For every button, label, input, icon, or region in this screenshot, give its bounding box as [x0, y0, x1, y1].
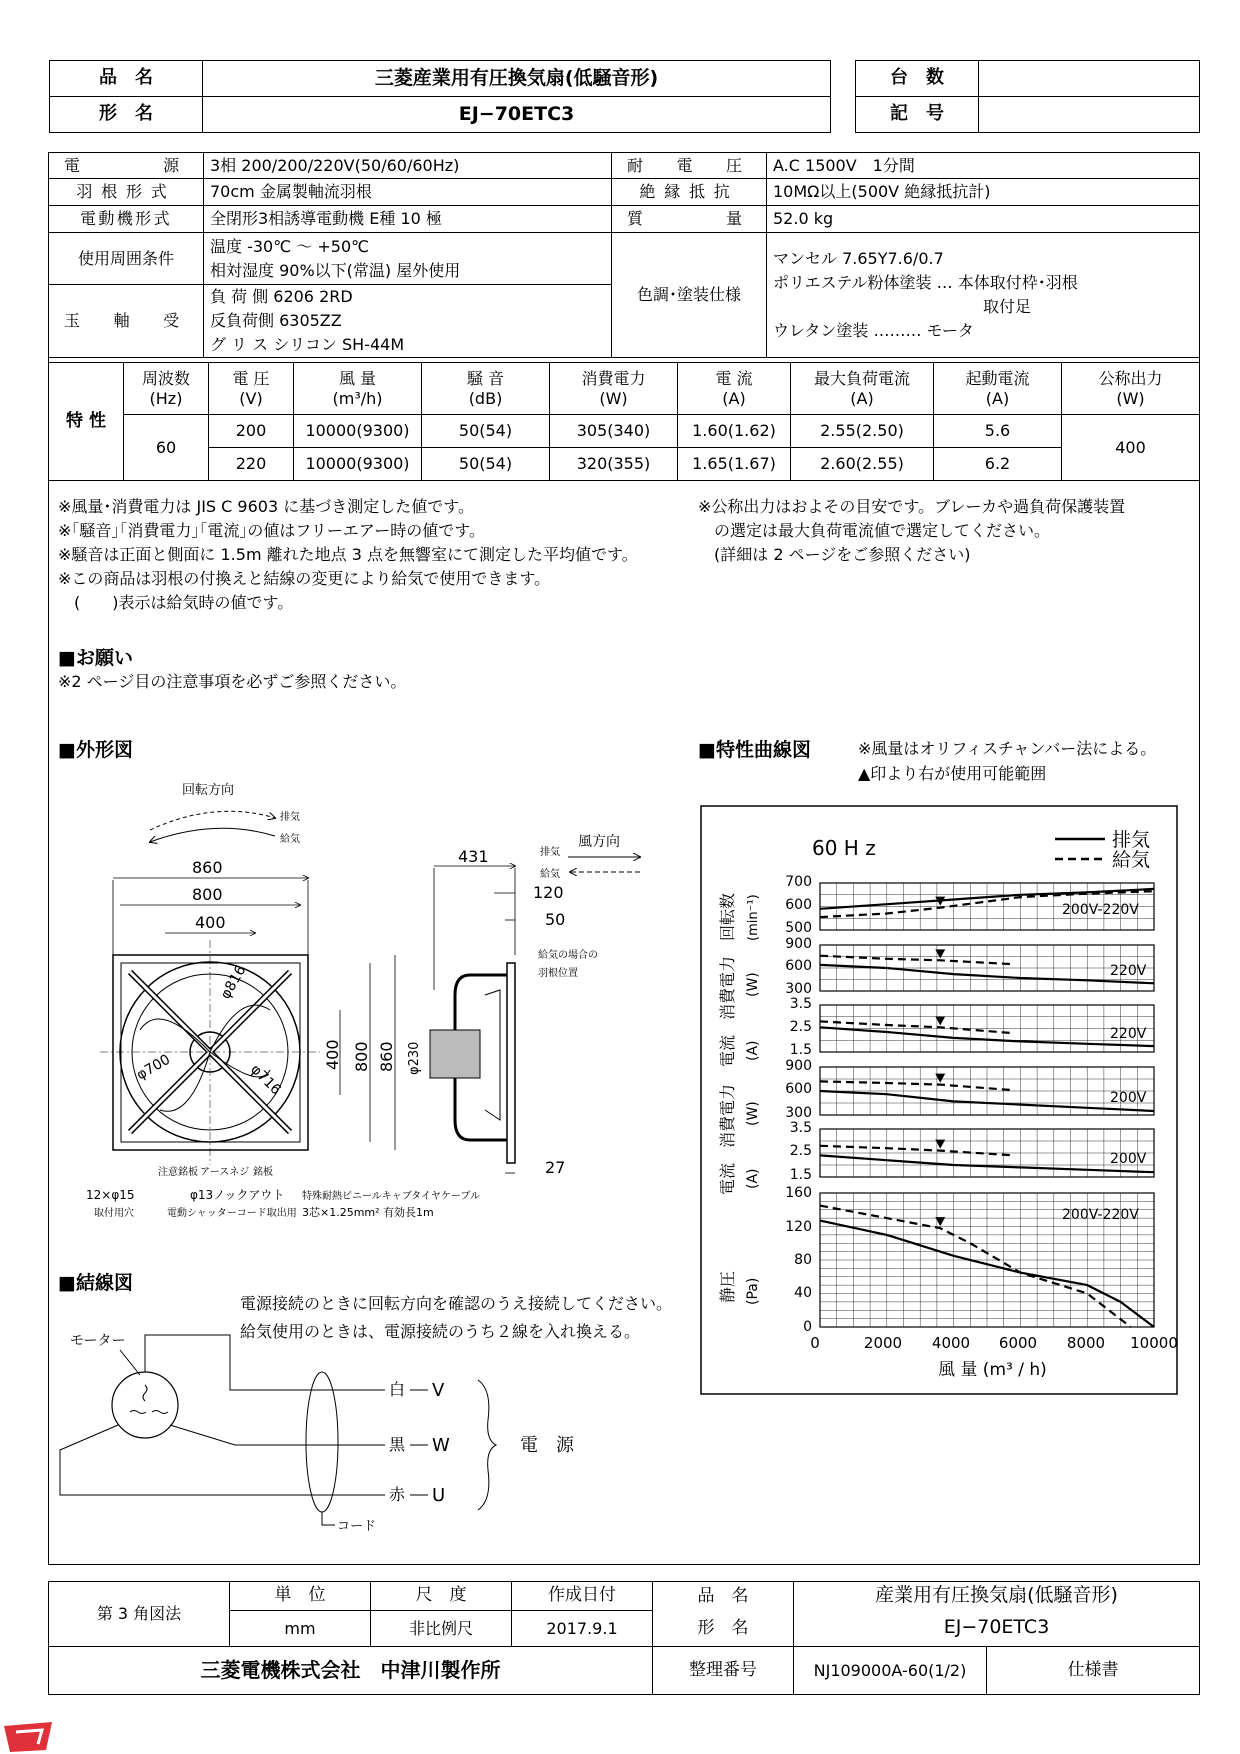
- cell-start-current-1: 5.6: [934, 415, 1062, 448]
- tick-power220-300: 300: [785, 981, 812, 997]
- tick-speed-600: 600: [785, 897, 812, 913]
- tick-current220-35: 3.5: [789, 996, 812, 1012]
- header-max-current-unit: (A): [850, 388, 874, 408]
- dim-27: 27: [545, 1158, 566, 1177]
- power-value: 3相 200/200/220V(50/60/60Hz): [204, 153, 612, 179]
- characteristic-chart: [700, 805, 1180, 1395]
- side-dimensions: [434, 866, 515, 1173]
- footer-company: 三菱電機株式会社 中津川製作所: [49, 1647, 653, 1695]
- holes-sub: 取付用穴: [94, 1208, 134, 1219]
- withstand-label: 耐 電 圧: [612, 153, 767, 179]
- dim-860: 860: [192, 858, 223, 877]
- side-exhaust-label: 排気: [540, 847, 560, 858]
- outline-drawing: [0, 760, 700, 1240]
- insulation-label: 絶縁抵抗: [612, 179, 767, 206]
- dia-816: φ816: [217, 962, 250, 1002]
- footer-scale-value: 非比例尺: [371, 1611, 512, 1647]
- note-left-4: ※この商品は羽根の付換えと結線の変更により給気で使用できます。: [58, 569, 551, 588]
- env-temperature: 温度 -30℃ ～ +50℃: [210, 236, 370, 256]
- tick-pressure-120: 120: [785, 1219, 812, 1235]
- dim-431: 431: [458, 847, 489, 866]
- outline-supply-label: 給気: [280, 834, 300, 845]
- cell-noise-2: 50(54): [422, 448, 550, 481]
- footer-name-label: 品 名: [653, 1582, 794, 1611]
- yunit-power-220: (W): [745, 972, 761, 997]
- spec-table: [48, 152, 1200, 358]
- note-right-3: (詳細は 2 ページをご参照ください): [698, 545, 971, 564]
- header-table: [49, 60, 831, 133]
- header-power: 消費電力: [581, 368, 646, 388]
- cell-start-current-2: 6.2: [934, 448, 1062, 481]
- xtick-4000: 4000: [931, 1334, 971, 1352]
- motor-label: モーター: [70, 1333, 126, 1349]
- header-voltage: 電 圧: [232, 368, 270, 388]
- white-label: 白: [389, 1380, 406, 1399]
- wire-red: [60, 1425, 385, 1495]
- label-plate: 銘板: [253, 1167, 273, 1178]
- footer-unit-label: 単 位: [230, 1582, 371, 1611]
- footer-model-label: 形 名: [653, 1611, 794, 1647]
- header-frequency: 周波数: [141, 368, 190, 388]
- request-text: ※2 ページ目の注意事項を必ずご参照ください。: [58, 672, 407, 691]
- cable-sub: 3芯×1.25mm² 有効長1m: [302, 1206, 434, 1219]
- tick-pressure-0: 0: [803, 1319, 812, 1335]
- tick-current200-25: 2.5: [789, 1143, 812, 1159]
- color-powder: ポリエステル粉体塗装 … 本体取付枠･羽根: [773, 273, 1078, 292]
- dim-120: 120: [533, 883, 564, 902]
- color-munsell: マンセル 7.65Y7.6/0.7: [773, 249, 944, 268]
- cell-max-current-2: 2.60(2.55): [791, 448, 934, 481]
- chart-panels: [820, 883, 1154, 1327]
- cell-noise-1: 50(54): [422, 415, 550, 448]
- footer-name-value: 産業用有圧換気扇(低騒音形): [794, 1582, 1200, 1611]
- footer-scale-label: 尺 度: [371, 1582, 512, 1611]
- blade-value: 70cm 金属製軸流羽根: [204, 179, 612, 206]
- dim-50: 50: [545, 910, 566, 929]
- insulation-value: 10MΩ以上(500V 絶縁抵抗計): [767, 179, 1200, 206]
- note-left-3: ※騒音は正面と側面に 1.5m 離れた地点 3 点を無響室にて測定した平均値です。: [58, 545, 638, 564]
- holes-label: 12×φ15: [86, 1188, 135, 1202]
- bearing-grease: グ リ ス シリコン SH-44M: [210, 335, 405, 354]
- wind-direction-label: 風方向: [578, 834, 620, 850]
- rotation-label: 回転方向: [182, 783, 235, 798]
- units-label: 台 数: [856, 61, 979, 97]
- xtick-0: 0: [810, 1334, 820, 1352]
- dim-v800: 800: [352, 1041, 371, 1072]
- outline-exhaust-label: 排気: [280, 812, 300, 823]
- note-right-2: の選定は最大負荷電流値で選定してください。: [698, 521, 1051, 540]
- color-foot: 取付足: [983, 297, 1032, 316]
- header-noise: 騒 音: [466, 368, 505, 388]
- tag-power-200: 200V: [1110, 1090, 1147, 1106]
- series-supply-panel-2: [820, 1021, 1014, 1033]
- power-label: 電 源: [49, 153, 204, 179]
- yunit-current-200: (A): [745, 1168, 761, 1189]
- footer-ref-label: 整理番号: [653, 1647, 794, 1695]
- chart-xlabel: 風 量 (m³ / h): [938, 1360, 1047, 1380]
- cell-current-2: 1.65(1.67): [678, 448, 791, 481]
- mark-label: 記 号: [856, 97, 979, 133]
- legend-exhaust: 排気: [1112, 829, 1151, 851]
- dia-716: φ716: [247, 1061, 284, 1099]
- footer-model-value: EJ−70ETC3: [794, 1611, 1200, 1647]
- terminal-w: W: [432, 1435, 450, 1456]
- tick-power200-600: 600: [785, 1081, 812, 1097]
- mass-label: 質 量: [612, 206, 767, 233]
- wiring-note-1: 電源接続のときに回転方向を確認のうえ接続してください。: [240, 1294, 673, 1313]
- tick-current220-25: 2.5: [789, 1019, 812, 1035]
- tick-speed-500: 500: [785, 920, 812, 936]
- xtick-6000: 6000: [998, 1334, 1038, 1352]
- red-label: 赤: [389, 1485, 406, 1504]
- footer-table: [48, 1581, 1200, 1695]
- power-label: 電 源: [520, 1435, 574, 1456]
- units-value: [979, 61, 1200, 97]
- footer-date-label: 作成日付: [512, 1582, 653, 1611]
- notes-right: [698, 495, 1198, 567]
- cell-voltage-2: 220: [209, 448, 294, 481]
- motor-label: 電動機形式: [49, 206, 204, 233]
- header-start-current: 起動電流: [965, 368, 1030, 388]
- tag-pressure: 200V-220V: [1062, 1207, 1139, 1223]
- motor-coils: [130, 1385, 168, 1414]
- footer-projection: 第 3 角図法: [49, 1582, 230, 1647]
- yunit-pressure: (Pa): [745, 1277, 761, 1305]
- dia-700: φ700: [134, 1051, 174, 1084]
- color-label: 色調･塗装仕様: [612, 233, 767, 358]
- side-supply-label: 給気: [540, 869, 560, 880]
- header-frequency-unit: (Hz): [149, 388, 183, 408]
- knockout-label: φ13ノックアウト: [190, 1188, 285, 1202]
- outline-title: ■外形図: [58, 739, 133, 761]
- color-urethane: ウレタン塗装 ……… モータ: [773, 321, 974, 340]
- cord-label: コード: [337, 1519, 377, 1534]
- black-label: 黒: [389, 1435, 406, 1454]
- ylabel-speed: 回転数: [718, 892, 737, 941]
- side-frame: [507, 963, 515, 1163]
- corner-logo: [0, 1718, 60, 1754]
- series-supply-panel-1: [820, 956, 1014, 965]
- cell-airflow-1: 10000(9300): [294, 415, 422, 448]
- wiring-title: ■結線図: [58, 1272, 133, 1294]
- series-supply-panel-4: [820, 1146, 1014, 1156]
- ylabel-power-220: 消費電力: [718, 955, 737, 1020]
- wiring-note-2: 給気使用のときは、電源接続のうち２線を入れ換える。: [240, 1322, 641, 1341]
- motor-symbol: [112, 1372, 178, 1438]
- dim-v860: 860: [377, 1041, 396, 1072]
- header-current: 電 流: [715, 368, 753, 388]
- tick-power220-600: 600: [785, 958, 812, 974]
- xtick-10000: 10000: [1130, 1334, 1178, 1352]
- tag-power-220: 220V: [1110, 963, 1147, 979]
- tag-speed: 200V-220V: [1062, 902, 1139, 918]
- header-rated-output-unit: (W): [1116, 388, 1145, 408]
- dim-400: 400: [195, 913, 226, 932]
- header-side-table: [855, 60, 1200, 133]
- chart-note-2: ▲印より右が使用可能範囲: [858, 764, 1047, 783]
- ylabel-current-220: 電流: [718, 1034, 737, 1067]
- note-left-5: ( )表示は給気時の値です。: [58, 593, 294, 612]
- tick-pressure-80: 80: [794, 1252, 812, 1268]
- yunit-current-220: (A): [745, 1040, 761, 1061]
- chart-title: ■特性曲線図: [698, 739, 811, 761]
- note-right-1: ※公称出力はおよその目安です。ブレーカや過負荷保護装置: [698, 497, 1126, 516]
- chart-frequency: 60 H z: [812, 836, 876, 860]
- tick-power220-900: 900: [785, 936, 812, 952]
- characteristics-table: [48, 362, 1200, 481]
- wiring-diagram: [0, 1320, 600, 1534]
- cell-airflow-2: 10000(9300): [294, 448, 422, 481]
- dim-800: 800: [192, 885, 223, 904]
- header-current-unit: (A): [722, 388, 746, 408]
- bearing-load: 負 荷 側 6206 2RD: [210, 287, 353, 306]
- footer-ref-value: NJ109000A-60(1/2): [794, 1647, 987, 1695]
- tag-current-200: 200V: [1110, 1151, 1147, 1167]
- cell-current-1: 1.60(1.62): [678, 415, 791, 448]
- cell-voltage-1: 200: [209, 415, 294, 448]
- model-name: EJ−70ETC3: [203, 97, 831, 133]
- header-start-current-unit: (A): [985, 388, 1010, 408]
- note-left-1: ※風量･消費電力は JIS C 9603 に基づき測定した値です。: [58, 497, 474, 516]
- dia-230: φ230: [407, 1041, 422, 1075]
- label-warning: 注意銘板: [158, 1167, 198, 1178]
- side-blade: [485, 990, 500, 1120]
- header-airflow-unit: (m³/h): [332, 388, 383, 408]
- cell-power-1: 305(340): [550, 415, 678, 448]
- dim-v400: 400: [323, 1039, 342, 1070]
- tick-power200-300: 300: [785, 1105, 812, 1121]
- mass-value: 52.0 kg: [767, 206, 1200, 233]
- terminal-v: V: [432, 1380, 445, 1401]
- product-name: 三菱産業用有圧換気扇(低騒音形): [203, 61, 831, 97]
- power-brace: [478, 1380, 496, 1510]
- xtick-2000: 2000: [863, 1334, 903, 1352]
- header-power-unit: (W): [599, 388, 628, 408]
- withstand-value: A.C 1500V 1分間: [767, 153, 1200, 179]
- footer-date-value: 2017.9.1: [512, 1611, 653, 1647]
- motor-leader: [120, 1350, 140, 1375]
- supply-position-2: 羽根位置: [538, 968, 578, 979]
- header-airflow: 風 量: [338, 368, 377, 388]
- yunit-power-200: (W): [745, 1101, 761, 1126]
- tick-speed-700: 700: [785, 874, 812, 890]
- notes-left: [58, 495, 698, 615]
- label-earth: アースネジ: [200, 1167, 250, 1178]
- wire-white: [145, 1335, 385, 1390]
- motor-value: 全閉形3相誘導電動機 E種 10 極: [204, 206, 612, 233]
- header-rated-output: 公称出力: [1098, 368, 1163, 388]
- wire-black: [170, 1425, 385, 1445]
- blade-label: 羽根形式: [49, 179, 204, 206]
- footer-doc-type: 仕様書: [987, 1647, 1200, 1695]
- tick-current220-15: 1.5: [789, 1042, 812, 1058]
- side-motor: [430, 1030, 480, 1078]
- tick-pressure-40: 40: [794, 1285, 812, 1301]
- terminal-u: U: [432, 1485, 446, 1506]
- series-supply-panel-5: [820, 1206, 1131, 1327]
- cord-ellipse: [306, 1372, 338, 1512]
- cell-power-2: 320(355): [550, 448, 678, 481]
- yunit-speed: (min⁻¹): [746, 894, 761, 941]
- tick-current200-35: 3.5: [789, 1120, 812, 1136]
- bearing-antiload: 反負荷側 6305ZZ: [210, 311, 342, 330]
- mark-value: [979, 97, 1200, 133]
- supply-position-1: 給気の場合の: [538, 950, 598, 961]
- series-supply-panel-3: [820, 1081, 1014, 1090]
- tick-pressure-160: 160: [785, 1185, 812, 1201]
- tick-current200-15: 1.5: [789, 1167, 812, 1183]
- env-humidity: 相対湿度 90%以下(常温) 屋外使用: [210, 260, 461, 280]
- ylabel-current-200: 電流: [718, 1162, 737, 1195]
- supply-rotation-arrow: [150, 828, 275, 842]
- xtick-8000: 8000: [1066, 1334, 1106, 1352]
- product-name-label: 品 名: [50, 61, 203, 97]
- rotation-arrow: [150, 811, 275, 830]
- cell-rated-output: 400: [1062, 415, 1200, 481]
- header-max-current: 最大負荷電流: [813, 368, 910, 388]
- cell-max-current-1: 2.55(2.50): [791, 415, 934, 448]
- bearing-label: 玉 軸 受: [49, 285, 204, 358]
- model-label: 形 名: [50, 97, 203, 133]
- note-left-2: ※｢騒音｣｢消費電力｣｢電流｣の値はフリーエアー時の値です。: [58, 521, 486, 540]
- tick-power200-900: 900: [785, 1058, 812, 1074]
- ylabel-pressure: 静圧: [718, 1270, 737, 1303]
- env-label: 使用周囲条件: [49, 233, 204, 285]
- knockout-sub: 電動シャッターコード取出用: [167, 1208, 297, 1219]
- legend-supply: 給気: [1112, 849, 1151, 871]
- ylabel-power-200: 消費電力: [718, 1083, 737, 1148]
- tag-current-220: 220V: [1110, 1026, 1147, 1042]
- cell-frequency: 60: [124, 415, 209, 481]
- request-title: ■お願い: [58, 647, 133, 669]
- cable-label: 特殊耐熱ビニールキャブタイヤケーブル: [302, 1191, 480, 1202]
- header-noise-unit: (dB): [468, 388, 503, 408]
- chart-note-1: ※風量はオリフィスチャンバー法による。: [858, 739, 1157, 758]
- footer-unit-value: mm: [230, 1611, 371, 1647]
- characteristics-label: 特 性: [49, 363, 124, 481]
- header-voltage-unit: (V): [239, 388, 263, 408]
